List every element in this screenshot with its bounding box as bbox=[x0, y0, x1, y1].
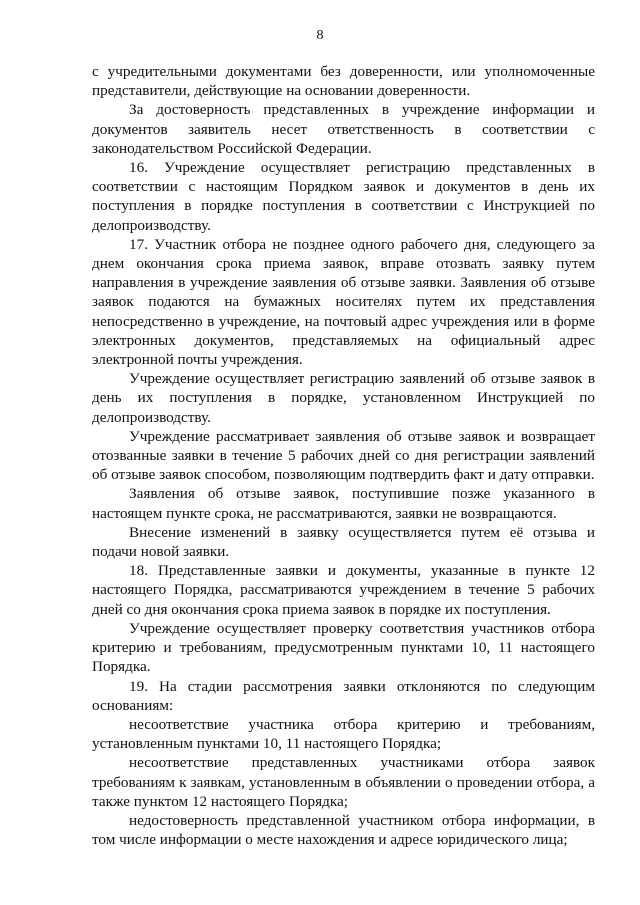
paragraph-responsibility: За достоверность представленных в учреждение информации и документов заявитель несет ответственность в соответствии с законодательством Российской Федерации. bbox=[92, 101, 595, 157]
document-body bbox=[92, 62, 595, 849]
paragraph-ground-3: недостоверность представленной участником отбора информации, в том числе информации о месте нахождения и адресе юридического лица; bbox=[92, 811, 595, 849]
paragraph-changes: Внесение изменений в заявку осуществляется путем её отзыва и подачи новой заявки. bbox=[92, 523, 595, 561]
paragraph-compliance-check: Учреждение осуществляет проверку соответствия участников отбора критерию и требованиям, предусмотренным пунктами 10, 11 настоящего Порядка. bbox=[92, 619, 595, 676]
paragraph-withdrawal-review: Учреждение рассматривает заявления об отзыве заявок и возвращает отозванные заявки в течение 5 рабочих дней со дня регистрации заявлений об отзыве заявок способом, позволяющим подтвердить факт и дату отправки. bbox=[92, 427, 595, 484]
paragraph-withdrawal-registration: Учреждение осуществляет регистрацию заявлений об отзыве заявок в день их поступления в порядке, установленном Инструкцией по делопроизводству. bbox=[92, 370, 595, 426]
paragraph-continuation: с учредительными документами без доверенности, или уполномоченные представители, действующие на основании доверенности. bbox=[92, 63, 595, 100]
paragraph-item-16: 16. Учреждение осуществляет регистрацию представленных в соответствии с настоящим Порядком заявок и документов в день их поступления в порядке поступления в соответствии с Инструкцией по делопроизводству. bbox=[92, 159, 595, 234]
paragraph-ground-1: несоответствие участника отбора критерию и требованиям, установленным пунктами 10, 11 настоящего Порядка; bbox=[92, 715, 595, 753]
paragraph-late-withdrawal: Заявления об отзыве заявок, поступившие позже указанного в настоящем пункте срока, не рассматриваются, заявки не возвращаются. bbox=[92, 485, 595, 522]
paragraph-item-17: 17. Участник отбора не позднее одного рабочего дня, следующего за днем окончания срока приема заявок, вправе отозвать заявку путем направления в учреждение заявления об отзыве заявки. Заявления об отзыве заявок подаются на бумажных носителях путем их представления непосредственно в учреждение, на почтовый адрес учреждения или в форме электронных документов, представляемых на официальный адрес электронной почты учреждения. bbox=[92, 235, 595, 369]
paragraph-item-18: 18. Представленные заявки и документы, указанные в пункте 12 настоящего Порядка, рассматриваются учреждением в течение 5 рабочих дней со дня окончания срока приема заявок в порядке их поступления. bbox=[92, 562, 595, 618]
paragraph-ground-2: несоответствие представленных участниками отбора заявок требованиям к заявкам, установленным в объявлении о проведении отбора, а также пунктом 12 настоящего Порядка; bbox=[92, 754, 595, 810]
page-number: 8 bbox=[316, 28, 324, 43]
paragraph-item-19: 19. На стадии рассмотрения заявки отклоняются по следующим основаниям: bbox=[92, 677, 595, 714]
